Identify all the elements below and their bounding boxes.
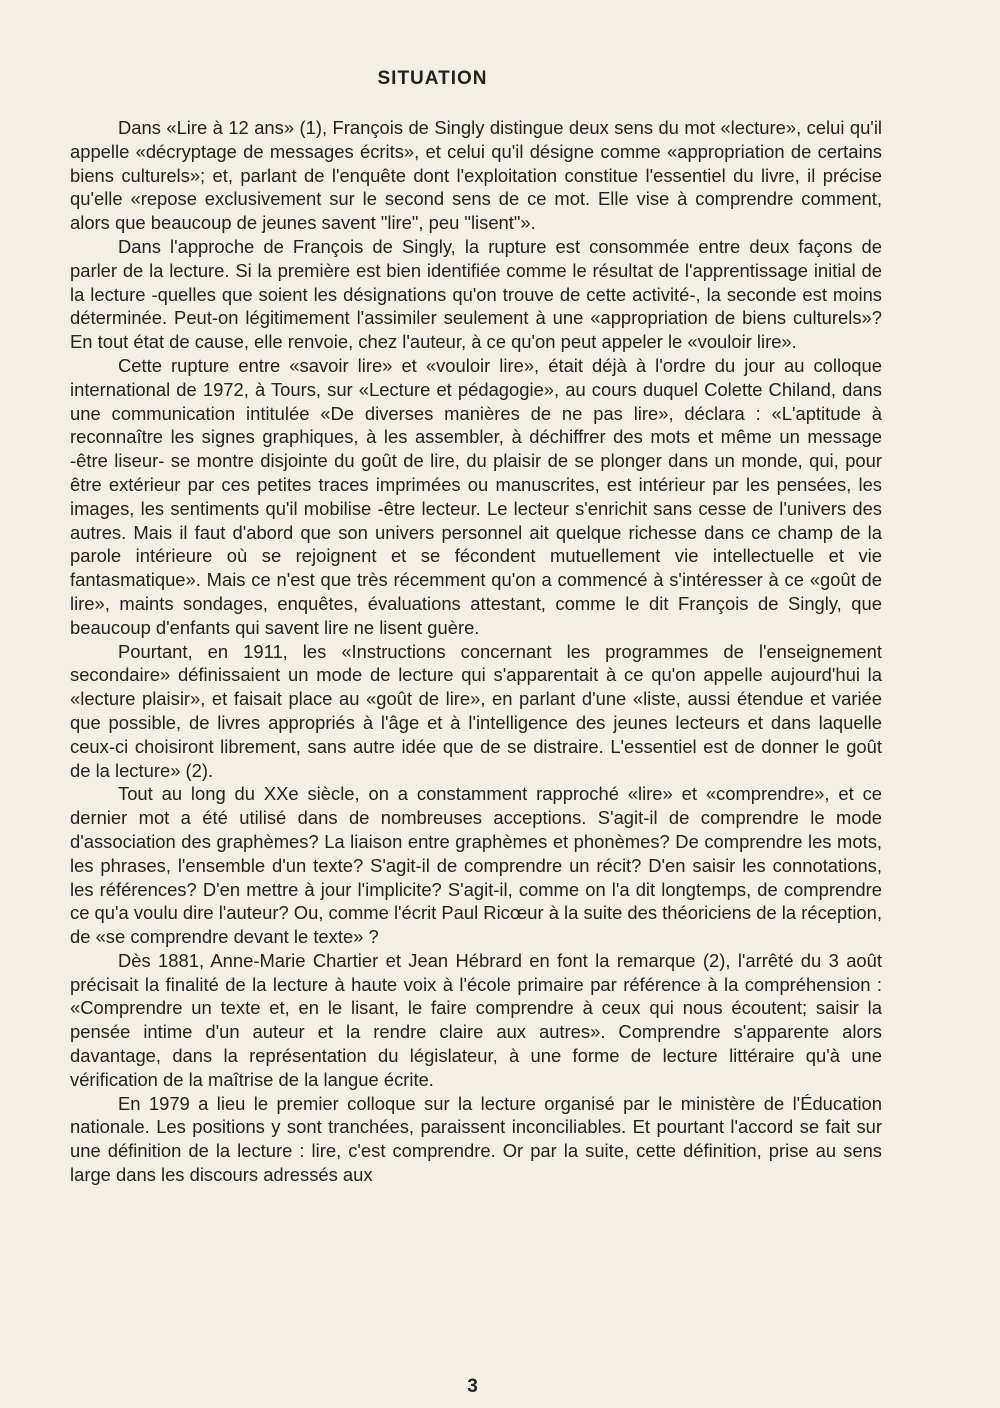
paragraph: Tout au long du XXe siècle, on a constamment rapproché «lire» et «comprendre», et ce dernier mot a été utilisé dans de nombreuses acceptions. S'agit-il de comprendre le mode d'association des graphèmes? La liaison entre graphèmes et phonèmes? De comprendre les mots, les phrases, l'ensemble d'un texte? S'agit-il de comprendre un récit? D'en saisir les connotations, les références? D'en mettre à jour l'implicite? S'agit-il, comme on l'a dit longtemps, de comprendre ce qu'a voulu dire l'auteur? Ou, comme l'écrit Paul Ricœur à la suite des théoriciens de la réception, de «se comprendre devant le texte» ? [70, 783, 882, 948]
paragraph: Dans «Lire à 12 ans» (1), François de Singly distingue deux sens du mot «lecture», celui qu'il appelle «décryptage de messages écrits», et celui qu'il désigne comme «appropriation de certains biens culturels»; et, parlant de l'enquête dont l'exploitation constitue l'essentiel du livre, il précise qu'elle «repose exclusivement sur le second sens de ce mot. Elle vise à comprendre comment, alors que beaucoup de jeunes savent "lire", peu "lisent"». [70, 117, 882, 234]
paragraph: Dès 1881, Anne-Marie Chartier et Jean Hébrard en font la remarque (2), l'arrêté du 3 août précisait la finalité de la lecture à haute voix à l'école primaire par référence à la compréhension : «Comprendre un texte et, en le lisant, le faire comprendre à ceux qui nous écoutent; saisir la pensée intime d'un auteur et la rendre claire aux autres». Comprendre s'apparente alors davantage, dans la représentation du législateur, à une forme de lecture littéraire qu'à une vérification de la maîtrise de la langue écrite. [70, 949, 882, 1090]
paragraph: Cette rupture entre «savoir lire» et «vouloir lire», était déjà à l'ordre du jour au colloque international de 1972, à Tours, sur «Lecture et pédagogie», au cours duquel Colette Chiland, dans une communication intitulée «De diverses manières de ne pas lire», déclara : «L'aptitude à reconnaître les signes graphiques, à les assembler, à déchiffrer des mots et même un message -être liseur- se montre disjointe du goût de lire, du plaisir de se plonger dans un monde, qui, pour être extérieur par ces petites traces imprimées ou manuscrites, est intérieur par les pensées, les images, les sentiments qu'il mobilise -être lecteur. Le lecteur s'enrichit sans cesse de l'univers des autres. Mais il faut d'abord que son univers personnel ait quelque richesse dans ce champ de la parole intérieure où se rejoignent et se fécondent mutuellement vie intellectuelle et vie fantasmatique». Mais ce n'est que très récemment qu'on a commencé à s'intéresser à ce «goût de lire», maints sondages, enquêtes, évaluations attestant, comme le dit François de Singly, que beaucoup d'enfants qui savent lire ne lisent guère. [70, 354, 882, 638]
page-title: SITUATION [377, 68, 488, 89]
paragraph: Dans l'approche de François de Singly, la rupture est consommée entre deux façons de parler de la lecture. Si la première est bien identifiée comme le résultat de l'apprentissage initial de la lecture -quelles que soient les désignations qu'on trouve de cette activité-, la seconde est moins déterminée. Peut-on légitimement l'assimiler seulement à une «appropriation de biens culturels»? En tout état de cause, elle renvoie, chez l'auteur, à ce qu'on peut appeler le «vouloir lire». [70, 235, 882, 353]
body-text [70, 116, 882, 1187]
paragraph: En 1979 a lieu le premier colloque sur la lecture organisé par le ministère de l'Éducation nationale. Les positions y sont tranchées, paraissent inconciliables. Et pourtant l'accord se fait sur une définition de la lecture : lire, c'est comprendre. Or par la suite, cette définition, prise au sens large dans les discours adressés aux [70, 1092, 882, 1186]
paragraph: Pourtant, en 1911, les «Instructions concernant les programmes de l'enseignement secondaire» définissaient un mode de lecture qui s'apparentait à ce qu'on appelle aujourd'hui la «lecture plaisir», et faisait place au «goût de lire», en parlant d'une «liste, aussi étendue et variée que possible, de livres appropriés à l'âge et à l'intelligence des jeunes lecteurs et dans laquelle ceux-ci choisiront librement, sans autre idée que de se distraire. L'essentiel est de donner le goût de la lecture» (2). [70, 640, 882, 781]
page-number: 3 [467, 1376, 478, 1397]
